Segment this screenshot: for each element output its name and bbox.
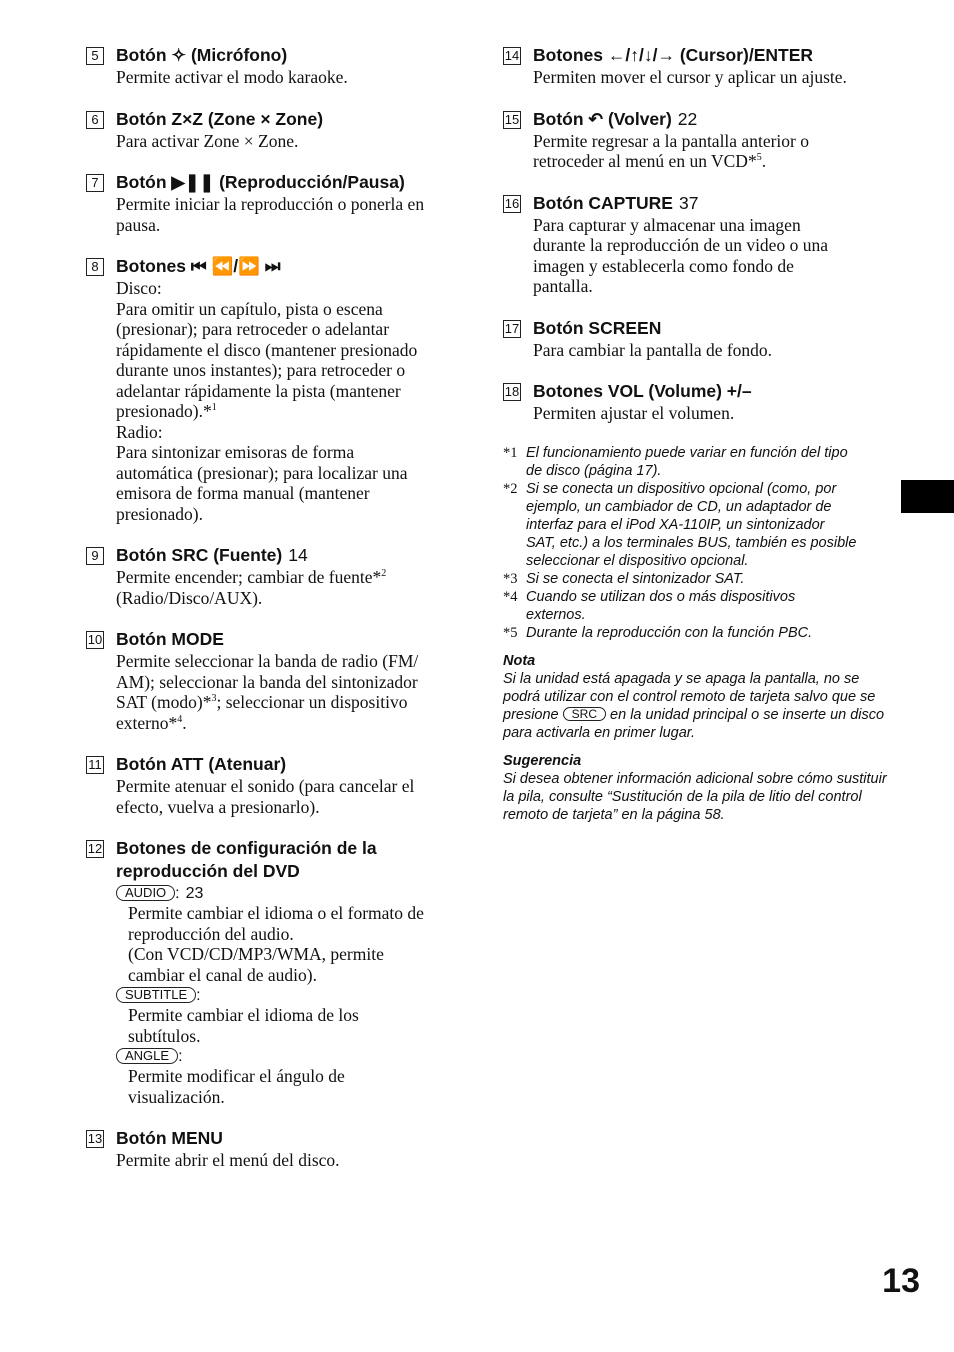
item-10	[86, 628, 464, 733]
description-line: adelantar rápidamente la pista (mantener	[116, 380, 401, 401]
footnote-mark: *2	[503, 480, 518, 497]
button-label-audio: AUDIO	[116, 885, 175, 901]
sub-button-description	[116, 1066, 464, 1107]
footnote-line: Durante la reproducción con la función PBC.	[526, 624, 813, 641]
tip-title: Sugerencia	[503, 752, 582, 769]
description-line: Permite atenuar el sonido (para cancelar el	[116, 776, 415, 796]
item-title-post: (Reproducción/Pausa)	[214, 172, 405, 192]
sub-button-row	[116, 885, 464, 903]
return-icon: ↶	[588, 108, 604, 129]
item-number-box: 7	[86, 174, 104, 192]
item-heading	[533, 192, 893, 215]
item-description	[533, 340, 893, 361]
item-title-pre: Botones	[116, 256, 191, 276]
description-line: Permite cambiar el idioma o el formato de	[128, 903, 424, 923]
item-description	[533, 403, 893, 424]
item-17	[503, 317, 893, 361]
item-description	[533, 131, 893, 172]
item-description	[116, 776, 464, 817]
src-button-label: SRC	[563, 707, 606, 721]
item-9	[86, 544, 464, 608]
note-text-after: en la unidad principal o se inserte un disco para activarla en primer lugar.	[503, 706, 885, 741]
description-line: Permite iniciar la reproducción o ponerla en	[116, 194, 425, 214]
description-line: durante unos instantes); para retroceder o	[116, 360, 406, 380]
description-line: SAT (modo)*$^3$; seleccionar un dispositivo	[116, 692, 408, 712]
colon: :	[196, 987, 201, 1004]
item-description	[116, 67, 464, 88]
note-title: Nota	[503, 652, 536, 669]
description-line: durante la reproducción de un video o una	[533, 235, 828, 255]
footnote	[503, 444, 893, 480]
item-13	[86, 1127, 464, 1171]
tip-section	[503, 752, 893, 824]
item-description	[533, 67, 893, 88]
description-line: pausa.	[116, 214, 161, 235]
description-line: (Con VCD/CD/MP3/WMA, permite	[128, 944, 384, 964]
description-line: pantalla.	[533, 276, 593, 296]
item-title: Botón SCREEN	[533, 317, 662, 338]
item-11	[86, 753, 464, 817]
footnote-line: interfaz para el iPod XA-110IP, un sintonizador	[526, 516, 825, 533]
sub-button-row	[116, 1048, 464, 1066]
section-tab-marker	[901, 480, 954, 513]
page-reference: 22	[677, 108, 698, 129]
footnote-mark: *4	[503, 588, 518, 605]
description-line: emisora de forma manual (mantener	[116, 483, 370, 503]
button-label-subtitle: SUBTITLE	[116, 987, 196, 1003]
item-heading	[116, 171, 464, 194]
tip-text: Si desea obtener información adicional sobre cómo sustituir la pila, consulte “Sustitución de la pila de litio del control remoto de tarjeta” en la página 58.	[503, 770, 887, 823]
item-14	[503, 44, 893, 88]
item-title: Botón CAPTURE	[533, 192, 673, 213]
description-line: presionado).*$^1$	[116, 401, 217, 421]
item-number-box: 18	[504, 384, 520, 399]
item-description	[533, 215, 893, 297]
description-line: retroceder al menú en un VCD*$^5$.	[533, 151, 767, 171]
item-number-box: 16	[504, 195, 520, 211]
description-line: Permiten mover el cursor y aplicar un ajuste.	[533, 67, 847, 87]
description-line: subtítulos.	[128, 1025, 201, 1046]
item-heading	[116, 753, 464, 776]
item-title: Botón ATT (Atenuar)	[116, 754, 287, 774]
item-number-box: 6	[86, 111, 104, 129]
description-line: Permite modificar el ángulo de	[128, 1066, 345, 1086]
footnotes	[503, 444, 893, 642]
description-line: Para cambiar la pantalla de fondo.	[533, 339, 773, 360]
note-section	[503, 652, 893, 742]
description-line: Disco:	[116, 278, 162, 298]
item-6	[86, 108, 464, 152]
footnote	[503, 480, 893, 570]
item-8	[86, 255, 464, 524]
item-18	[503, 380, 893, 424]
item-heading	[116, 44, 464, 67]
item-title-pre: Botones	[533, 45, 608, 65]
footnote-mark: *5	[503, 624, 518, 641]
description-line: Permite cambiar el idioma de los	[128, 1005, 359, 1025]
item-heading	[533, 108, 893, 131]
page-reference: 14	[288, 545, 308, 565]
sub-button-row	[116, 987, 464, 1005]
description-line: Para omitir un capítulo, pista o escena	[116, 298, 383, 319]
item-number-box: 13	[87, 1131, 103, 1146]
description-line: Para capturar y almacenar una imagen	[533, 214, 801, 235]
item-heading	[116, 544, 464, 567]
footnote	[503, 570, 893, 588]
footnote-line: SAT, etc.) a los terminales BUS, también es posible	[526, 534, 857, 551]
item-number-box: 15	[504, 111, 520, 127]
item-title-post: (Micrófono)	[186, 45, 288, 65]
item-title: Botón MODE	[116, 629, 224, 649]
description-line: presionado).	[116, 503, 203, 524]
item-heading	[116, 1127, 464, 1150]
item-7	[86, 171, 464, 235]
item-number-box: 8	[86, 258, 104, 276]
description-line: Radio:	[116, 421, 163, 442]
description-line: Permiten ajustar el volumen.	[533, 403, 735, 423]
description-line: reproducción del audio.	[128, 923, 294, 944]
item-number-box: 10	[87, 632, 103, 647]
item-heading	[116, 108, 464, 131]
note-text-before: Si la unidad está apagada y se apaga la pantalla, no se podrá utilizar con el control remoto de tarjeta salvo que se presione	[503, 670, 876, 723]
footnote-line: de disco (página 17).	[526, 462, 662, 479]
description-line: Permite abrir el menú del disco.	[116, 1150, 340, 1170]
item-description	[116, 651, 464, 733]
description-line: Permite seleccionar la banda de radio (FM/	[116, 651, 419, 671]
description-line: imagen y establecerla como fondo de	[533, 255, 794, 276]
description-line: Permite activar el modo karaoke.	[116, 67, 348, 87]
item-heading	[533, 44, 893, 67]
description-line: visualización.	[128, 1086, 225, 1107]
footnote-line: Si se conecta un dispositivo opcional (como, por	[526, 480, 837, 497]
item-number-box: 9	[86, 547, 104, 565]
item-heading	[116, 628, 464, 651]
item-title-pre: Botón	[533, 108, 589, 129]
item-title-pre: Botón	[116, 45, 172, 65]
description-line: Permite encender; cambiar de fuente*$^2$	[116, 567, 387, 587]
item-title-pre: Botón	[116, 172, 172, 192]
footnote	[503, 624, 893, 642]
sub-button-description	[116, 903, 464, 985]
item-title: Botón Z×Z (Zone × Zone)	[116, 108, 324, 129]
description-line: Para activar Zone × Zone.	[116, 130, 299, 151]
footnote-line: Si se conecta el sintonizador SAT.	[526, 570, 745, 587]
play-pause-icon: ▶❚❚	[171, 172, 215, 192]
note-text	[503, 670, 893, 742]
description-line: Para sintonizar emisoras de forma	[116, 442, 355, 462]
sub-button-description	[116, 1005, 464, 1046]
item-description	[116, 278, 464, 524]
item-title-post: (Cursor)/ENTER	[674, 45, 814, 65]
microphone-icon: ✧	[171, 45, 187, 65]
footnote-line: El funcionamiento puede variar en función del tipo	[526, 444, 848, 461]
item-15	[503, 108, 893, 172]
page-number: 13	[882, 1262, 920, 1300]
footnote-mark: *1	[503, 444, 518, 461]
colon: :	[178, 1048, 183, 1065]
item-description	[116, 567, 464, 608]
item-heading	[533, 317, 893, 340]
item-12	[86, 837, 464, 1107]
item-5	[86, 44, 464, 88]
description-line: cambiar el canal de audio).	[128, 964, 317, 985]
item-title-post: (Volver)	[603, 108, 672, 129]
description-line: rápidamente el disco (mantener presionado	[116, 339, 418, 360]
item-description	[116, 131, 464, 152]
description-line: AM); seleccionar la banda del sintonizador	[116, 671, 418, 692]
description-line: automática (presionar); para localizar una	[116, 462, 408, 483]
item-number-box: 14	[504, 48, 520, 63]
description-line: (presionar); para retroceder o adelantar	[116, 319, 390, 339]
item-description	[116, 1150, 464, 1171]
item-number-box: 17	[504, 320, 520, 336]
description-line: efecto, vuelva a presionarlo).	[116, 796, 320, 817]
footnote-line: Cuando se utilizan dos o más dispositivos	[526, 588, 796, 605]
footnote	[503, 588, 893, 624]
description-line: Permite regresar a la pantalla anterior o	[533, 130, 809, 151]
footnote-mark: *3	[503, 570, 518, 587]
footnote-line: externos.	[526, 606, 586, 623]
description-line: (Radio/Disco/AUX).	[116, 587, 263, 608]
item-title: Botones VOL (Volume) +/–	[533, 381, 752, 401]
item-heading	[116, 255, 464, 278]
item-number-box: 11	[86, 756, 104, 774]
item-description	[116, 194, 464, 235]
item-heading	[533, 380, 893, 403]
skip-rewind-forward-icon: ⏮ ⏪/⏩ ⏭	[190, 256, 281, 276]
page-reference: 37	[678, 192, 699, 213]
footnote-line: ejemplo, un cambiador de CD, un adaptador de	[526, 498, 832, 515]
item-number-box: 5	[86, 47, 104, 65]
button-label-angle: ANGLE	[116, 1048, 178, 1064]
colon: :	[175, 885, 180, 902]
item-title: Botón SRC (Fuente)	[116, 545, 283, 565]
item-16	[503, 192, 893, 297]
footnote-line: seleccionar el dispositivo opcional.	[526, 552, 749, 569]
item-title: Botones de configuración de la reproducción del DVD	[116, 838, 377, 881]
right-items	[503, 44, 893, 424]
description-line: externo*$^4$.	[116, 712, 187, 733]
item-title: Botón MENU	[116, 1128, 223, 1148]
right-column	[503, 44, 893, 824]
item-number-box: 12	[87, 841, 103, 856]
page-reference: 23	[185, 885, 204, 902]
cursor-arrows-icon: ←/↑/↓/→	[607, 45, 675, 65]
item-heading	[116, 837, 464, 883]
left-column	[86, 44, 464, 1191]
